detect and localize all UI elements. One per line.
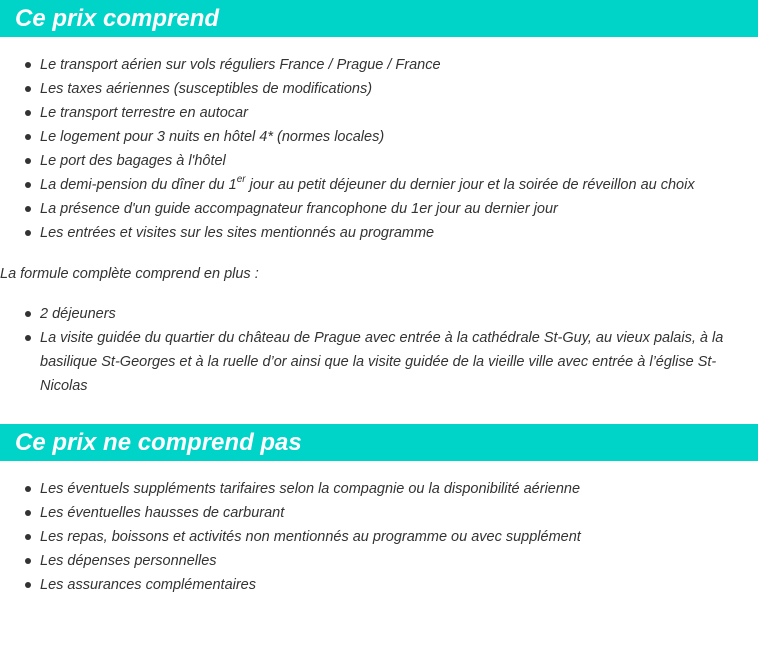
- included-header: [0, 0, 758, 37]
- list-item: Les assurances complémentaires: [0, 573, 758, 597]
- list-item: Les éventuels suppléments tarifaires selon la compagnie ou la disponibilité aérienne: [0, 477, 758, 501]
- list-item: Les dépenses personnelles: [0, 549, 758, 573]
- list-item: 2 déjeuners: [0, 302, 758, 326]
- list-item: Les repas, boissons et activités non mentionnés au programme ou avec supplément: [0, 525, 758, 549]
- list-item: Les éventuelles hausses de carburant: [0, 501, 758, 525]
- full-formula-intro: La formule complète comprend en plus :: [0, 266, 259, 282]
- list-item: Le transport aérien sur vols réguliers France / Prague / France: [0, 53, 758, 77]
- excluded-header: [0, 424, 758, 461]
- included-list: [0, 53, 758, 245]
- half-board-sup: er: [236, 174, 246, 186]
- excluded-title: Ce prix ne comprend pas: [15, 429, 302, 456]
- included-title: Ce prix comprend: [15, 5, 220, 32]
- list-item-half-board: [0, 173, 758, 197]
- excluded-list: [0, 477, 758, 597]
- list-item: Le transport terrestre en autocar: [0, 101, 758, 125]
- list-item: La visite guidée du quartier du château de Prague avec entrée à la cathédrale St-Guy, au vieux palais, à la basilique St-Georges et à la ruelle d’or ainsi que la visite guidée de la vieille ville avec entrée à l’église St-Nicolas: [0, 326, 758, 398]
- full-formula-list: [0, 302, 758, 398]
- half-board-after: jour au petit déjeuner du dernier jour et la soirée de réveillon au choix: [245, 177, 695, 193]
- list-item: Le port des bagages à l'hôtel: [0, 149, 758, 173]
- list-item: Les taxes aériennes (susceptibles de modifications): [0, 77, 758, 101]
- half-board-before: La demi-pension du dîner du 1: [40, 177, 237, 193]
- list-item: Le logement pour 3 nuits en hôtel 4* (normes locales): [0, 125, 758, 149]
- list-item: La présence d'un guide accompagnateur francophone du 1er jour au dernier jour: [0, 197, 758, 221]
- list-item: Les entrées et visites sur les sites mentionnés au programme: [0, 221, 758, 245]
